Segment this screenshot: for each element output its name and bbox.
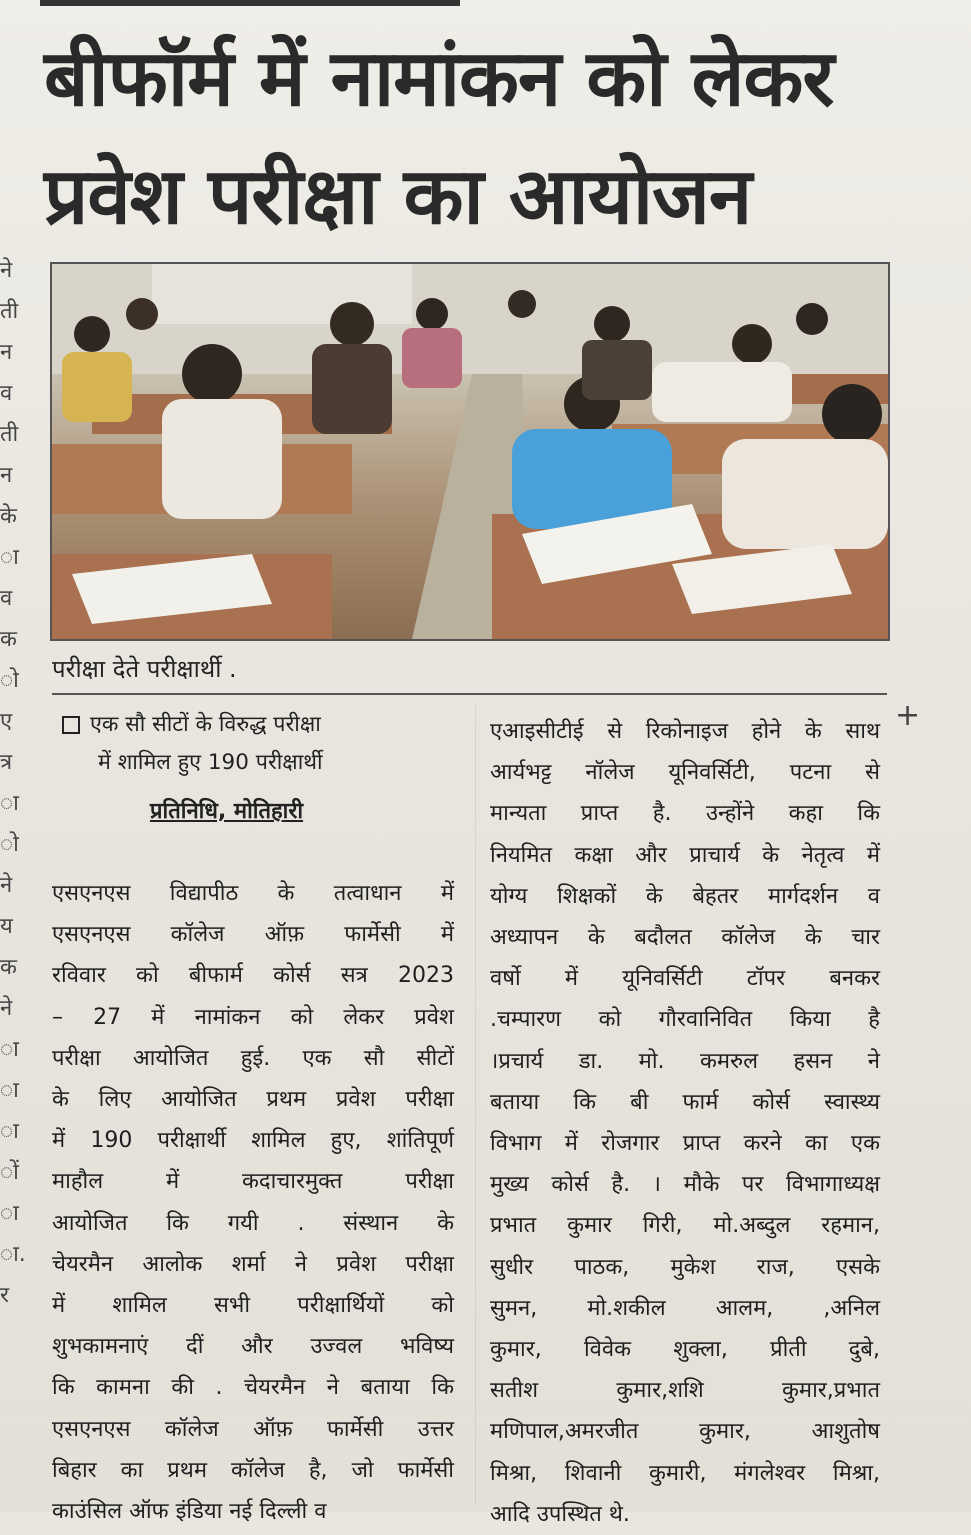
- edge-fragment: न: [0, 340, 13, 365]
- left-column-line: एसएनएस कॉलेज ऑफ़ फार्मेसी उत्तर: [52, 1416, 454, 1442]
- edge-fragment: ने: [0, 996, 13, 1021]
- right-column-line: नियमित कक्षा और प्राचार्य के नेतृत्व में: [490, 842, 880, 868]
- edge-fragment: ए: [0, 709, 13, 734]
- right-column-line: मान्यता प्राप्त है. उन्होंने कहा कि: [490, 801, 880, 827]
- headline-line-1: बीफॉर्म में नामांकन को लेकर: [44, 34, 834, 124]
- edge-fragment: ो: [0, 832, 19, 857]
- edge-fragment: व: [0, 381, 13, 406]
- right-column-line: प्रभात कुमार गिरी, मो.अब्दुल रहमान,: [490, 1213, 880, 1239]
- edge-fragment: ा: [0, 1078, 19, 1103]
- right-column-line: .चम्पारण को गौरवानिवित किया है: [490, 1007, 880, 1033]
- edge-fragment: क: [0, 627, 17, 652]
- article-left-column: [52, 873, 454, 1532]
- left-column-line: में 190 परीक्षार्थी शामिल हुए, शांतिपूर्ण: [52, 1128, 454, 1154]
- byline: प्रतिनिधि, मोतिहारी: [150, 799, 304, 824]
- edge-fragment: के: [0, 504, 17, 529]
- left-edge-cut-text: [0, 250, 26, 1512]
- edge-fragment: ा.: [0, 1242, 26, 1267]
- left-column-line: के लिए आयोजित प्रथम प्रवेश परीक्षा: [52, 1087, 454, 1113]
- right-column-line: अध्यापन के बदौलत कॉलेज के चार: [490, 925, 880, 951]
- left-column-line: परीक्षा आयोजित हुई. एक सौ सीटों: [52, 1045, 454, 1071]
- edge-fragment: ा: [0, 1037, 19, 1062]
- left-column-line: में शामिल सभी परीक्षार्थियों को: [52, 1293, 454, 1319]
- right-column-line: आर्यभट्ट नॉलेज यूनिवर्सिटी, पटना से: [490, 760, 880, 786]
- left-column-line: कि कामना की . चेयरमैन ने बताया कि: [52, 1375, 454, 1401]
- exam-hall-photo: [50, 262, 890, 641]
- left-column-line: चेयरमैन आलोक शर्मा ने प्रवेश परीक्षा: [52, 1251, 454, 1277]
- left-column-line: काउंसिल ऑफ इंडिया नई दिल्ली व: [52, 1499, 327, 1525]
- column-divider: [475, 705, 476, 1505]
- right-column-line: आदि उपस्थित थे.: [490, 1501, 630, 1527]
- square-bullet-icon: [62, 716, 80, 734]
- right-column-line: मणिपाल,अमरजीत कुमार, आशुतोष: [490, 1419, 880, 1445]
- subheading-line-1: एक सौ सीटों के विरुद्ध परीक्षा: [90, 712, 321, 737]
- headline-line-2: प्रवेश परीक्षा का आयोजन: [44, 152, 752, 242]
- edge-fragment: ती: [0, 422, 19, 447]
- right-column-line: सुधीर पाठक, मुकेश राज, एसके: [490, 1254, 880, 1280]
- crop-mark: +: [895, 698, 921, 733]
- edge-fragment: ने: [0, 258, 13, 283]
- edge-fragment: य: [0, 914, 13, 939]
- edge-fragment: ने: [0, 873, 13, 898]
- top-rule-divider: [40, 0, 460, 6]
- photo-caption: परीक्षा देते परीक्षार्थी .: [52, 655, 237, 683]
- right-column-line: मिश्रा, शिवानी कुमारी, मंगलेश्वर मिश्रा,: [490, 1460, 880, 1486]
- left-column-line: माहौल में कदाचारमुक्त परीक्षा: [52, 1169, 454, 1195]
- right-column-line: एआइसीटीई से रिकोनाइज होने के साथ: [490, 719, 880, 744]
- right-column-line: मुख्य कोर्स है. । मौके पर विभागाध्यक्ष: [490, 1172, 880, 1198]
- right-column-line: सुमन, मो.शकील आलम, ,अनिल: [490, 1295, 880, 1321]
- edge-fragment: ती: [0, 299, 19, 324]
- subheading-line-2: में शामिल हुए 190 परीक्षार्थी: [98, 750, 323, 775]
- edge-fragment: र: [0, 1283, 9, 1308]
- right-column-line: बताया कि बी फार्म कोर्स स्वास्थ्य: [490, 1089, 880, 1115]
- edge-fragment: क: [0, 955, 17, 980]
- caption-rule-divider: [52, 693, 887, 695]
- right-column-line: वर्षो में यूनिवर्सिटी टॉपर बनकर: [490, 966, 880, 992]
- left-column-line: बिहार का प्रथम कॉलेज है, जो फार्मेसी: [52, 1457, 454, 1483]
- edge-fragment: न: [0, 463, 13, 488]
- edge-fragment: ा: [0, 545, 19, 570]
- left-column-line: रविवार को बीफार्म कोर्स सत्र 2023: [52, 963, 454, 989]
- right-column-line: सतीश कुमार,शशि कुमार,प्रभात: [490, 1378, 880, 1404]
- left-column-line: आयोजित कि गयी . संस्थान के: [52, 1210, 454, 1236]
- edge-fragment: व: [0, 586, 13, 611]
- edge-fragment: ा: [0, 791, 19, 816]
- headline: [44, 20, 924, 256]
- left-column-line: एसएनएस कॉलेज ऑफ़ फार्मेसी में: [52, 922, 454, 948]
- left-column-line: शुभकामनाएं दीं और उज्वल भविष्य: [52, 1334, 454, 1360]
- edge-fragment: ों: [0, 1160, 19, 1185]
- right-column-line: कुमार, विवेक शुक्ला, प्रीती दुबे,: [490, 1337, 880, 1363]
- edge-fragment: ा: [0, 1119, 19, 1144]
- left-column-line: एसएनएस विद्यापीठ के तत्वाधान में: [52, 881, 454, 906]
- right-column-line: ।प्रचार्य डा. मो. कमरुल हसन ने: [490, 1048, 880, 1074]
- edge-fragment: ो: [0, 668, 19, 693]
- left-column-line: – 27 में नामांकन को लेकर प्रवेश: [52, 1004, 454, 1030]
- subheading: [62, 706, 462, 782]
- right-column-line: योग्य शिक्षकों के बेहतर मार्गदर्शन व: [490, 883, 880, 909]
- edge-fragment: त्र: [0, 750, 13, 775]
- edge-fragment: ा: [0, 1201, 19, 1226]
- article-right-column: [490, 711, 880, 1535]
- right-column-line: विभाग में रोजगार प्राप्त करने का एक: [490, 1131, 880, 1157]
